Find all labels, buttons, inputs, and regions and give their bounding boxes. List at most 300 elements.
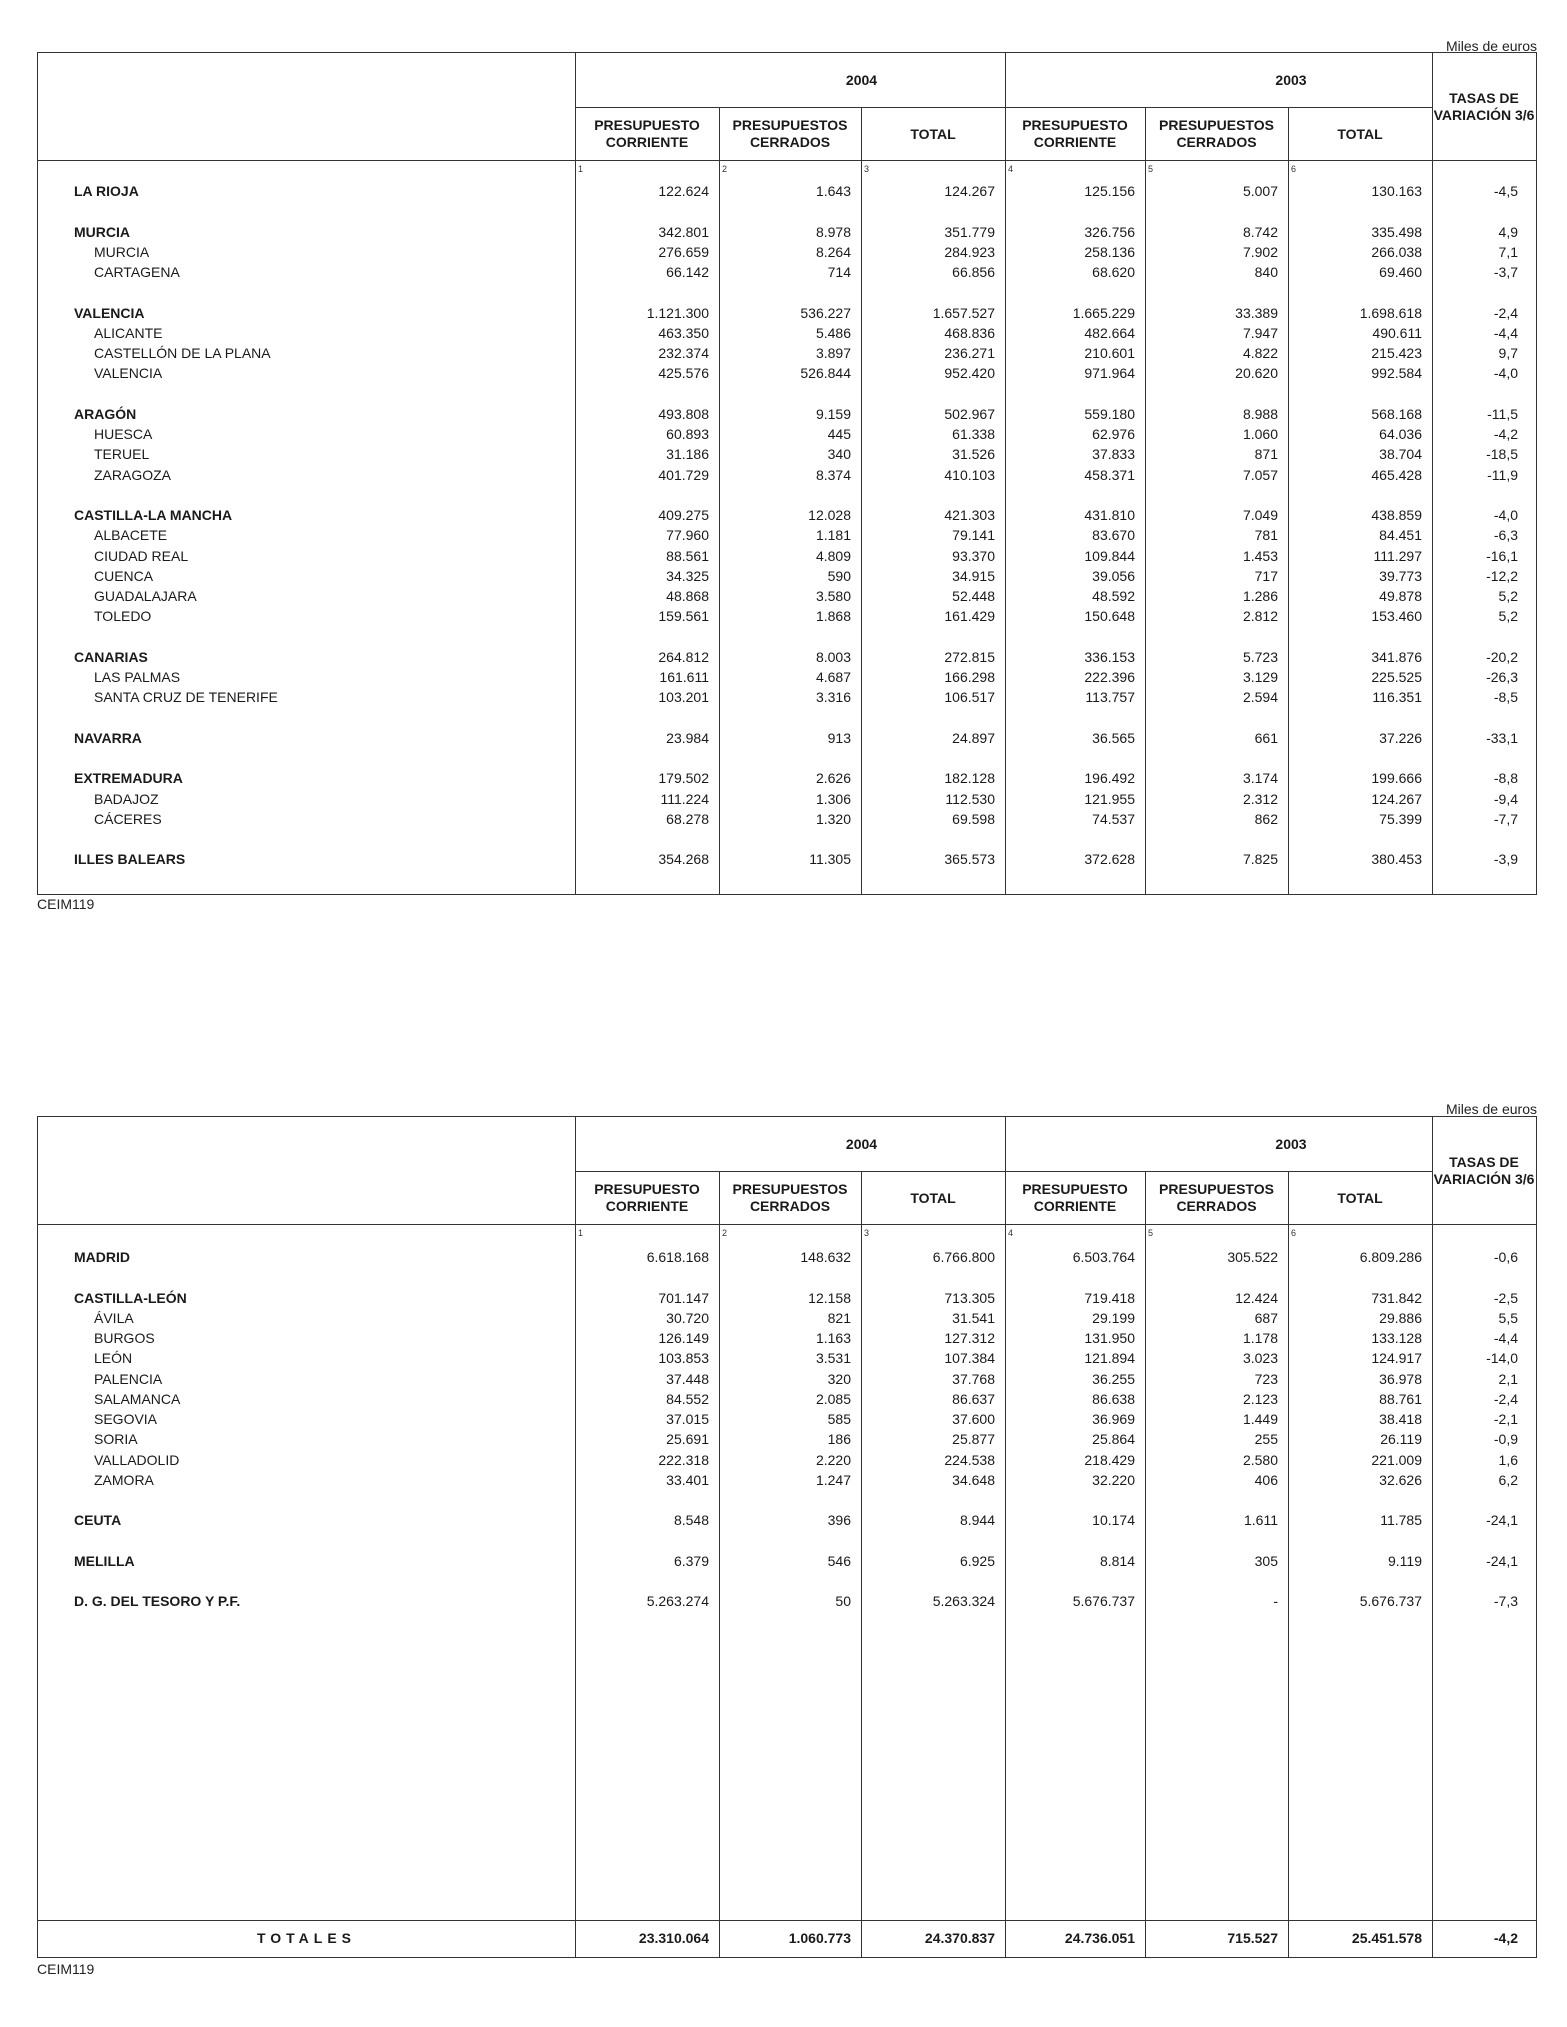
cell-value: 714: [827, 264, 851, 280]
cell-value: 3.316: [815, 689, 851, 706]
cell-value: -20,2: [1486, 648, 1518, 665]
cell-value: 3.897: [815, 345, 851, 361]
col-header-6: TOTAL: [1337, 1189, 1383, 1206]
cell-value: 559.180: [1084, 405, 1135, 422]
cell-value: 36.255: [1092, 1370, 1135, 1387]
cell-value: 2.123: [1242, 1390, 1278, 1407]
row-label: MELILLA: [74, 1552, 135, 1569]
cell-value: 546: [827, 1552, 851, 1569]
cell-value: -8,5: [1493, 689, 1518, 706]
rate-header: TASAS DE VARIACIÓN 3/6: [1433, 1154, 1535, 1187]
cell-value: -11,9: [1487, 466, 1518, 483]
cell-value: 30.720: [666, 1309, 709, 1326]
cell-value: 153.460: [1371, 608, 1422, 625]
cell-value: 482.664: [1084, 324, 1135, 341]
cell-value: 8.264: [815, 243, 851, 260]
col-header-3: TOTAL: [910, 1189, 956, 1206]
row-label: VALLADOLID: [94, 1451, 180, 1468]
cell-value: 255: [1254, 1431, 1278, 1448]
row-label: CIUDAD REAL: [94, 547, 189, 564]
cell-value: -3,9: [1493, 851, 1518, 868]
cell-value: 585: [827, 1411, 851, 1427]
cell-value: 12.158: [808, 1289, 851, 1306]
col-header-4: PRESUPUESTO CORRIENTE: [1022, 117, 1128, 150]
cell-value: 3.531: [815, 1350, 851, 1367]
cell-value: -16,1: [1486, 547, 1518, 564]
cell-value: 661: [1254, 729, 1278, 746]
region-row: [38, 1510, 1536, 1530]
row-label: SALAMANCA: [94, 1390, 181, 1407]
cell-value: 1.657.527: [932, 304, 995, 321]
row-label: TERUEL: [94, 446, 150, 463]
cell-value: 106.517: [944, 689, 995, 706]
cell-value: 6.766.800: [932, 1249, 995, 1265]
cell-value: 1.121.300: [646, 304, 709, 321]
cell-value: 687: [1254, 1309, 1278, 1326]
province-row: [38, 1328, 1536, 1348]
cell-value: 236.271: [944, 345, 995, 361]
cell-value: 406: [1254, 1471, 1278, 1488]
province-row: [38, 1409, 1536, 1429]
row-label: NAVARRA: [74, 729, 142, 746]
total-value: 1.060.773: [788, 1930, 851, 1946]
cell-value: 1.643: [815, 183, 851, 199]
col-header-4: PRESUPUESTO CORRIENTE: [1022, 1181, 1128, 1214]
cell-value: 107.384: [944, 1350, 995, 1367]
totals-row: [38, 1920, 1536, 1957]
row-label: MURCIA: [74, 223, 130, 240]
cell-value: 6.925: [959, 1552, 995, 1569]
cell-value: 66.142: [666, 264, 709, 280]
units-label: Miles de euros: [1445, 38, 1537, 54]
cell-value: 32.626: [1379, 1471, 1422, 1488]
cell-value: 50: [835, 1593, 851, 1610]
cell-value: 1.286: [1242, 588, 1278, 604]
cell-value: 39.056: [1092, 567, 1135, 584]
cell-value: 493.808: [658, 405, 709, 422]
cell-value: -4,5: [1493, 183, 1518, 199]
cell-value: 5,2: [1498, 608, 1518, 625]
province-row: [38, 1369, 1536, 1389]
cell-value: 224.538: [944, 1451, 995, 1468]
cell-value: 199.666: [1371, 770, 1422, 787]
cell-value: 11.785: [1380, 1512, 1422, 1529]
row-label: CASTILLA-LA MANCHA: [74, 507, 233, 523]
year-2004-header: 2004: [845, 71, 878, 88]
cell-value: 5.263.324: [932, 1593, 995, 1610]
cell-value: 222.396: [1084, 669, 1135, 685]
cell-value: 5.676.737: [1359, 1593, 1422, 1610]
cell-value: 77.960: [666, 527, 709, 544]
cell-value: 5.676.737: [1072, 1593, 1135, 1610]
row-label: ARAGÓN: [74, 405, 137, 422]
cell-value: 122.624: [658, 183, 709, 199]
cell-value: 8.814: [1099, 1552, 1135, 1569]
row-label: HUESCA: [94, 426, 153, 442]
row-label: CÁCERES: [94, 810, 162, 827]
cell-value: -: [1273, 1593, 1278, 1610]
cell-value: 2.085: [815, 1390, 851, 1407]
cell-value: 32.220: [1092, 1471, 1135, 1488]
row-label: TOLEDO: [94, 608, 152, 625]
cell-value: 126.149: [658, 1330, 709, 1346]
cell-value: 335.498: [1371, 223, 1422, 240]
cell-value: 1.449: [1242, 1411, 1278, 1427]
row-label: CARTAGENA: [94, 264, 180, 280]
cell-value: 60.893: [666, 426, 709, 442]
cell-value: 69.460: [1379, 264, 1422, 280]
cell-value: 6.503.764: [1072, 1249, 1135, 1265]
cell-value: 2,1: [1498, 1370, 1518, 1387]
column-number: 5: [1148, 1228, 1154, 1238]
table-header: [38, 1117, 1536, 1225]
cell-value: 179.502: [658, 770, 709, 787]
cell-value: 103.853: [658, 1350, 709, 1367]
region-row: [38, 222, 1536, 242]
cell-value: -26,3: [1486, 669, 1518, 685]
column-number: 3: [864, 164, 870, 174]
region-row: [38, 505, 1536, 525]
col-header-1: PRESUPUESTO CORRIENTE: [594, 1181, 700, 1214]
cell-value: 1.453: [1242, 547, 1278, 564]
region-row: [38, 303, 1536, 323]
cell-value: 182.128: [944, 770, 995, 787]
cell-value: 83.670: [1092, 527, 1135, 544]
cell-value: -2,4: [1493, 304, 1518, 321]
cell-value: 266.038: [1371, 243, 1422, 260]
cell-value: 8.988: [1242, 405, 1278, 422]
total-value: 23.310.064: [638, 1930, 709, 1946]
cell-value: 159.561: [658, 608, 709, 625]
cell-value: 34.915: [952, 567, 995, 584]
cell-value: 39.773: [1379, 567, 1422, 584]
cell-value: 276.659: [658, 243, 709, 260]
cell-value: -2,4: [1493, 1390, 1518, 1407]
row-label: ALICANTE: [94, 324, 163, 341]
province-row: [38, 424, 1536, 444]
column-number: 2: [722, 164, 728, 174]
year-2004-header: 2004: [845, 1135, 878, 1152]
total-value: -4,2: [1493, 1930, 1518, 1946]
cell-value: 196.492: [1084, 770, 1135, 787]
col-header-6: TOTAL: [1337, 125, 1383, 142]
cell-value: 3.023: [1242, 1350, 1278, 1367]
cell-value: 7,1: [1498, 243, 1518, 260]
cell-value: 365.573: [944, 851, 995, 868]
province-row: [38, 1389, 1536, 1409]
cell-value: 781: [1254, 527, 1278, 544]
cell-value: 36.565: [1092, 729, 1135, 746]
column-number: 4: [1008, 164, 1014, 174]
cell-value: 186: [827, 1431, 851, 1448]
row-label: EXTREMADURA: [74, 770, 183, 787]
cell-value: 326.756: [1084, 223, 1135, 240]
cell-value: 305: [1254, 1552, 1278, 1569]
row-label: ÁVILA: [94, 1309, 134, 1326]
region-row: [38, 404, 1536, 424]
cell-value: 5.486: [815, 324, 851, 341]
cell-value: 4,9: [1498, 223, 1518, 240]
cell-value: 468.836: [944, 324, 995, 341]
table-body: [38, 161, 1536, 894]
column-number: 1: [578, 164, 584, 174]
column-number: 2: [722, 1228, 728, 1238]
cell-value: 31.541: [952, 1309, 995, 1326]
cell-value: 93.370: [952, 547, 995, 564]
cell-value: -14,0: [1486, 1350, 1518, 1367]
cell-value: 1.178: [1242, 1330, 1278, 1346]
cell-value: 9.159: [815, 405, 851, 422]
cell-value: -24,1: [1486, 1512, 1518, 1529]
cell-value: -11,5: [1487, 405, 1518, 422]
cell-value: 2.812: [1242, 608, 1278, 625]
cell-value: 86.637: [952, 1390, 995, 1407]
budget-table-2: [37, 1116, 1537, 1958]
row-label: ILLES BALEARS: [74, 851, 186, 868]
units-label: Miles de euros: [1445, 1101, 1537, 1117]
cell-value: 490.611: [1372, 324, 1422, 341]
cell-value: 121.955: [1084, 790, 1135, 807]
cell-value: 465.428: [1371, 466, 1422, 483]
year-2003-header: 2003: [1275, 71, 1307, 88]
province-row: [38, 606, 1536, 626]
table-header: [38, 53, 1536, 161]
table-body: [38, 1225, 1536, 1920]
province-row: [38, 363, 1536, 383]
cell-value: 1.163: [815, 1330, 851, 1346]
cell-value: -4,0: [1493, 365, 1518, 382]
province-row: [38, 1450, 1536, 1470]
totals-label: TOTALES: [256, 1930, 357, 1946]
cell-value: 336.153: [1084, 648, 1135, 665]
cell-value: 2.626: [815, 770, 851, 787]
region-row: [38, 1591, 1536, 1611]
cell-value: 568.168: [1371, 405, 1422, 422]
row-label: CUENCA: [94, 567, 154, 584]
cell-value: 225.525: [1371, 669, 1422, 685]
cell-value: 24.897: [952, 729, 995, 746]
cell-value: 410.103: [944, 466, 995, 483]
cell-value: 8.944: [959, 1512, 995, 1529]
row-label: CANARIAS: [74, 648, 148, 665]
cell-value: -0,6: [1493, 1249, 1518, 1265]
cell-value: 161.429: [944, 608, 995, 625]
cell-value: -8,8: [1493, 770, 1518, 787]
cell-value: -4,4: [1493, 1330, 1518, 1346]
cell-value: 12.028: [808, 507, 851, 523]
cell-value: 34.648: [952, 1471, 995, 1488]
cell-value: 25.864: [1092, 1431, 1135, 1448]
cell-value: 1.320: [815, 810, 851, 827]
row-label: MADRID: [74, 1249, 130, 1265]
cell-value: 4.687: [815, 669, 851, 685]
cell-value: 221.009: [1371, 1451, 1422, 1468]
province-row: [38, 343, 1536, 363]
cell-value: 133.128: [1371, 1330, 1422, 1346]
province-row: [38, 1308, 1536, 1328]
cell-value: 84.451: [1379, 527, 1422, 544]
cell-value: 421.303: [944, 507, 995, 523]
cell-value: -4,2: [1493, 426, 1518, 442]
row-label: SORIA: [94, 1431, 138, 1448]
cell-value: 1.060: [1242, 426, 1278, 442]
cell-value: 111.297: [1373, 547, 1422, 564]
cell-value: 33.389: [1235, 304, 1278, 321]
cell-value: 79.141: [952, 527, 995, 544]
province-row: [38, 546, 1536, 566]
column-number: 1: [578, 1228, 584, 1238]
cell-value: 372.628: [1084, 851, 1135, 868]
cell-value: -7,7: [1493, 810, 1518, 827]
table-code: CEIM119: [37, 896, 95, 912]
col-header-2: PRESUPUESTOS CERRADOS: [732, 117, 848, 150]
column-number: 6: [1291, 1228, 1297, 1238]
column-number: 3: [864, 1228, 870, 1238]
cell-value: -3,7: [1493, 264, 1518, 280]
cell-value: 719.418: [1084, 1289, 1135, 1306]
cell-value: 8.374: [815, 466, 851, 483]
province-row: [38, 566, 1536, 586]
cell-value: 38.704: [1379, 446, 1422, 463]
cell-value: 713.305: [944, 1289, 995, 1306]
cell-value: 717: [1254, 567, 1278, 584]
cell-value: 1.698.618: [1359, 304, 1422, 321]
cell-value: 9.119: [1388, 1552, 1422, 1569]
cell-value: 913: [827, 729, 851, 746]
cell-value: 8.742: [1242, 223, 1278, 240]
cell-value: 340: [827, 446, 851, 463]
cell-value: 69.598: [952, 810, 995, 827]
cell-value: 130.163: [1371, 183, 1422, 199]
cell-value: 5.263.274: [646, 1593, 709, 1610]
cell-value: 36.978: [1379, 1370, 1422, 1387]
cell-value: -6,3: [1493, 527, 1518, 544]
cell-value: 731.842: [1371, 1289, 1422, 1306]
col-header-2: PRESUPUESTOS CERRADOS: [732, 1181, 848, 1214]
cell-value: 6.618.168: [646, 1249, 709, 1265]
cell-value: 341.876: [1371, 648, 1422, 665]
cell-value: 125.156: [1084, 183, 1135, 199]
province-row: [38, 525, 1536, 545]
row-label: LA RIOJA: [74, 183, 139, 199]
cell-value: 166.298: [944, 669, 995, 685]
cell-value: 12.424: [1235, 1289, 1278, 1306]
row-label: ZARAGOZA: [94, 466, 172, 483]
province-row: [38, 687, 1536, 707]
cell-value: 222.318: [658, 1451, 709, 1468]
region-row: [38, 1247, 1536, 1267]
province-row: [38, 789, 1536, 809]
cell-value: 536.227: [800, 304, 851, 321]
row-label: CEUTA: [74, 1512, 122, 1529]
province-row: [38, 262, 1536, 282]
cell-value: 502.967: [944, 405, 995, 422]
cell-value: 6,2: [1498, 1471, 1518, 1488]
cell-value: 971.964: [1084, 365, 1135, 382]
cell-value: 31.186: [666, 446, 709, 463]
cell-value: 590: [827, 567, 851, 584]
cell-value: 258.136: [1084, 243, 1135, 260]
total-value: 24.370.837: [924, 1930, 995, 1946]
cell-value: 3.174: [1242, 770, 1278, 787]
total-value: 25.451.578: [1351, 1930, 1422, 1946]
cell-value: 232.374: [658, 345, 709, 361]
col-header-1: PRESUPUESTO CORRIENTE: [594, 117, 700, 150]
cell-value: 3.129: [1242, 669, 1278, 685]
cell-value: 37.833: [1092, 446, 1135, 463]
cell-value: -12,2: [1486, 567, 1518, 584]
cell-value: 351.779: [944, 223, 995, 240]
cell-value: 74.537: [1092, 810, 1135, 827]
cell-value: 48.868: [666, 588, 709, 604]
cell-value: 992.584: [1371, 365, 1422, 382]
cell-value: 401.729: [658, 466, 709, 483]
total-value: 715.527: [1227, 1930, 1278, 1946]
cell-value: 380.453: [1371, 851, 1422, 868]
cell-value: 840: [1254, 264, 1278, 280]
row-label: VALENCIA: [74, 304, 145, 321]
cell-value: 61.338: [952, 426, 995, 442]
province-row: [38, 667, 1536, 687]
cell-value: 121.894: [1084, 1350, 1135, 1367]
cell-value: 113.757: [1085, 689, 1135, 706]
cell-value: 131.950: [1084, 1330, 1135, 1346]
row-label: VALENCIA: [94, 365, 163, 382]
province-row: [38, 1348, 1536, 1368]
cell-value: 458.371: [1084, 466, 1135, 483]
cell-value: 2.594: [1242, 689, 1278, 706]
cell-value: 31.526: [952, 446, 995, 463]
cell-value: 36.969: [1092, 1411, 1135, 1427]
cell-value: 1.181: [815, 527, 851, 544]
cell-value: 4.809: [815, 547, 851, 564]
cell-value: 103.201: [658, 689, 709, 706]
column-number: 5: [1148, 164, 1154, 174]
total-value: 24.736.051: [1064, 1930, 1135, 1946]
cell-value: 821: [827, 1309, 851, 1326]
cell-value: 409.275: [658, 507, 709, 523]
cell-value: 1.306: [815, 790, 851, 807]
cell-value: 5,5: [1498, 1309, 1518, 1326]
cell-value: 6.379: [673, 1552, 709, 1569]
cell-value: 116.351: [1372, 689, 1422, 706]
cell-value: 396: [827, 1512, 851, 1529]
cell-value: 84.552: [666, 1390, 709, 1407]
cell-value: 34.325: [666, 567, 709, 584]
cell-value: 284.923: [944, 243, 995, 260]
cell-value: 64.036: [1379, 426, 1422, 442]
row-label: BURGOS: [94, 1330, 155, 1346]
year-2003-header: 2003: [1275, 1135, 1307, 1152]
row-label: ZAMORA: [94, 1471, 154, 1488]
cell-value: 112.530: [945, 790, 995, 807]
cell-value: 2.580: [1242, 1451, 1278, 1468]
cell-value: 20.620: [1235, 365, 1278, 382]
region-row: [38, 849, 1536, 869]
cell-value: 723: [1254, 1370, 1278, 1387]
cell-value: 68.278: [666, 810, 709, 827]
col-header-5: PRESUPUESTOS CERRADOS: [1159, 1181, 1274, 1214]
cell-value: 1.611: [1244, 1512, 1278, 1529]
row-label: SANTA CRUZ DE TENERIFE: [94, 689, 278, 706]
cell-value: 66.856: [952, 264, 995, 280]
cell-value: 23.984: [666, 729, 709, 746]
cell-value: 3.580: [815, 588, 851, 604]
cell-value: 7.902: [1242, 243, 1278, 260]
cell-value: 37.448: [666, 1370, 709, 1387]
cell-value: 445: [827, 426, 851, 442]
cell-value: 438.859: [1371, 507, 1422, 523]
